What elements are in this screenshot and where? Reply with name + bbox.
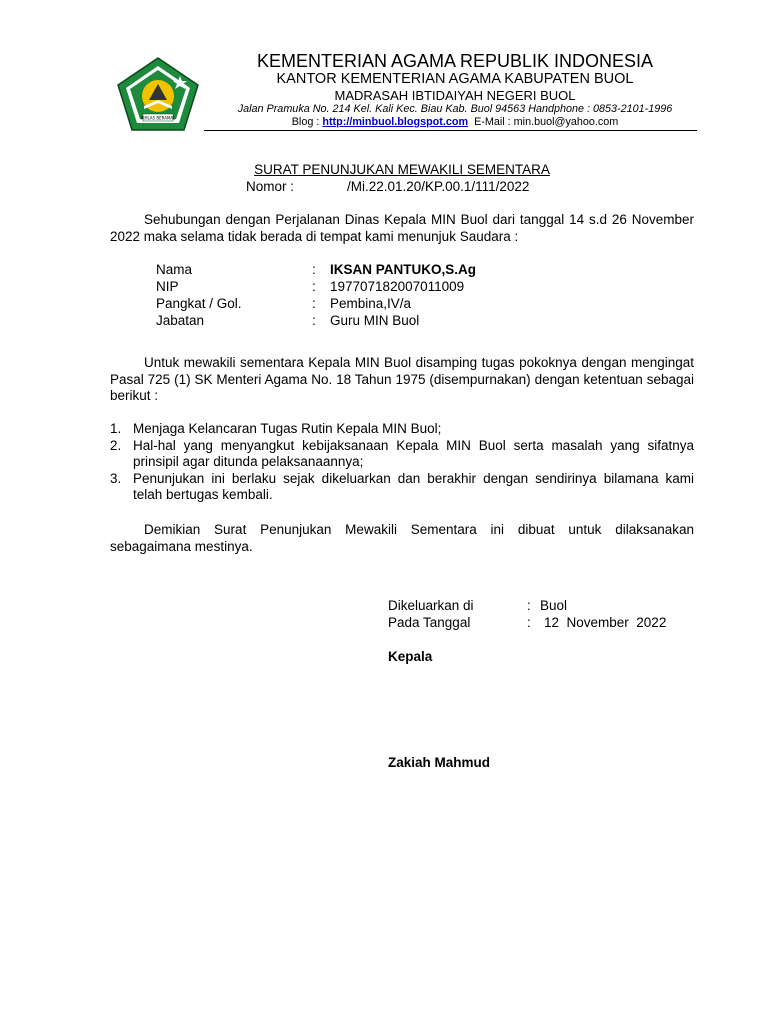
issued-date-value: 12 November 2022 (544, 615, 667, 630)
intro-paragraph (110, 212, 694, 245)
address-text: Jalan Pramuka No. 214 Kel. Kali Kec. Biau Kab. Buol 94563 Handphone : 0853-2101-1996 (237, 103, 673, 115)
office-name: KANTOR KEMENTERIAN AGAMA KABUPATEN BUOL (276, 71, 634, 87)
email-address: min.buol@yahoo.com (513, 116, 619, 128)
identity-colon: : (312, 313, 316, 328)
identity-label: Pangkat / Gol. (156, 296, 242, 311)
letter-title: SURAT PENUNJUKAN MEWAKILI SEMENTARA (254, 162, 550, 177)
signatory-position: Kepala (388, 649, 433, 664)
list-item-number: 3. (110, 470, 122, 486)
letterhead-divider (204, 130, 697, 131)
identity-value: Guru MIN Buol (330, 313, 420, 328)
closing-paragraph (110, 522, 694, 555)
signatory-name: Zakiah Mahmud (388, 755, 491, 770)
identity-colon: : (312, 262, 316, 277)
mandate-paragraph (110, 355, 694, 405)
provisions-list (110, 421, 694, 504)
ministry-logo (116, 56, 200, 132)
address-line (210, 103, 700, 115)
school-name: MADRASAH IBTIDAIYAH NEGERI BUOL (334, 88, 576, 103)
logo-motto: IKHLAS BERAMAL (140, 115, 176, 121)
contact-line (210, 116, 700, 128)
issued-at-colon: : (527, 598, 531, 613)
issued-date-colon: : (527, 615, 531, 630)
identity-value: Pembina,IV/a (330, 296, 412, 311)
issued-at-value: Buol (540, 598, 568, 613)
list-item-text: Menjaga Kelancaran Tugas Rutin Kepala MIN Buol; (133, 421, 442, 436)
identity-value: 197707182007011009 (330, 279, 465, 294)
list-item-text: Hal-hal yang menyangkut kebijaksanaan Kepala MIN Buol serta masalah yang sifatnya prinsipil agar ditunda pelaksanaannya; (133, 437, 694, 469)
ministry-name: KEMENTERIAN AGAMA REPUBLIK INDONESIA (256, 51, 654, 71)
identity-label: Nama (156, 262, 193, 277)
closing-text: Demikian Surat Penunjukan Mewakili Sementara ini dibuat untuk dilaksanakan sebagaimana mestinya. (110, 522, 694, 554)
list-item (110, 438, 694, 471)
letter-number-value: /Mi.22.01.20/KP.00.1/111/2022 (347, 179, 530, 194)
issued-date-row (388, 615, 667, 630)
identity-colon: : (312, 296, 316, 311)
email-label: E-Mail : (468, 116, 514, 128)
identity-label: NIP (156, 279, 179, 294)
list-item (110, 421, 694, 438)
list-item-number: 2. (110, 437, 122, 453)
list-item-number: 1. (110, 421, 122, 436)
intro-text: Sehubungan dengan Perjalanan Dinas Kepala MIN Buol dari tanggal 14 s.d 26 November 2022 maka selama tidak berada di tempat kami menunjuk Saudara : (110, 212, 694, 244)
list-item (110, 471, 694, 504)
issued-at-row (388, 598, 568, 613)
blog-link[interactable]: http://minbuol.blogspot.com (322, 116, 469, 128)
identity-label: Jabatan (156, 313, 205, 328)
letter-number-label: Nomor : (246, 179, 295, 194)
list-item-text: Penunjukan ini berlaku sejak dikeluarkan dan berakhir dengan sendirinya bilamana kami telah bertugas kembali. (133, 470, 694, 502)
identity-colon: : (312, 279, 316, 294)
blog-label: Blog : (291, 116, 323, 128)
issued-date-label: Pada Tanggal (388, 615, 471, 630)
issued-at-label: Dikeluarkan di (388, 598, 474, 613)
mandate-text: Untuk mewakili sementara Kepala MIN Buol disamping tugas pokoknya dengan mengingat Pasal 725 (1) SK Menteri Agama No. 18 Tahun 1975 (disempurnakan) dengan ketentuan sebagai berikut : (110, 355, 694, 403)
identity-value: IKSAN PANTUKO,S.Ag (330, 262, 477, 277)
